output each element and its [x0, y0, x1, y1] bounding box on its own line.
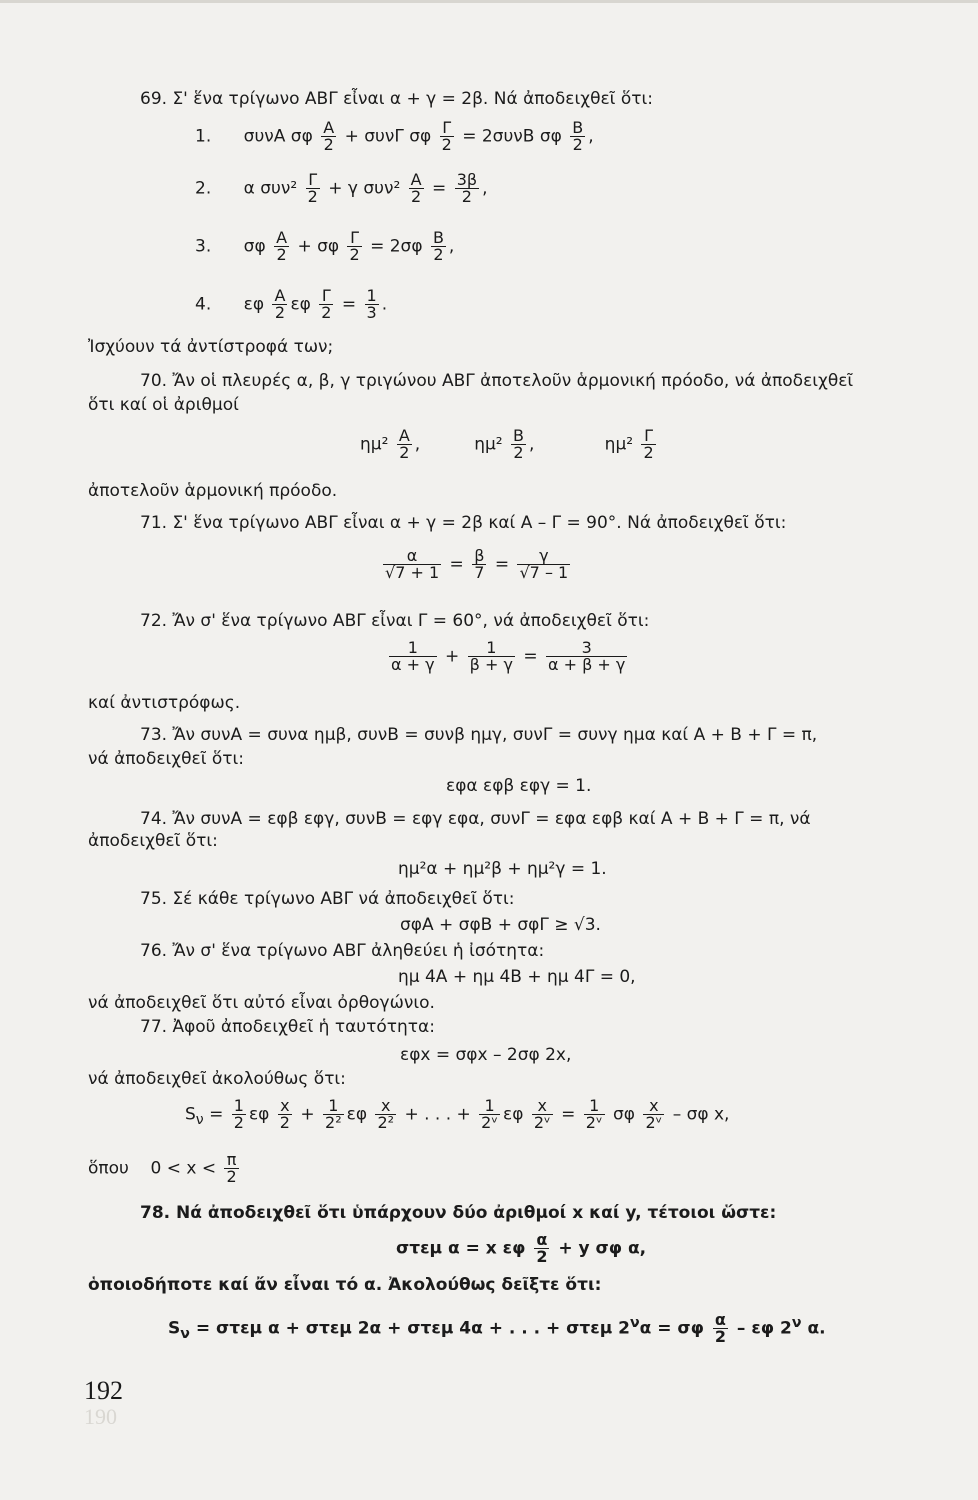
expr-part: = 2συνΒ σφ: [462, 126, 562, 147]
fraction-G-over-2: $\frac{\Gamma}{2}$: [441, 118, 452, 154]
problem-69-item-1: 1. συνΑ σφ $\frac{A}{2}$ + συνΓ σφ $\frac{\Gamma}{2}$ = 2συνΒ σφ $\frac{B}{2}$ ,: [195, 118, 594, 154]
fraction-B-over-2: $\frac{B}{2}$: [572, 118, 584, 154]
fraction-A-over-2: $\frac{A}{2}$: [410, 170, 422, 206]
fraction-A-over-2: $\frac{A}{2}$: [276, 228, 288, 264]
problem-77-statement: 77. Ἀφοῦ ἀποδειχθεῖ ἡ ταυτότητα:: [140, 1017, 435, 1037]
problem-75-equation: σφΑ + σφΒ + σφΓ ≥ √3.: [400, 915, 601, 935]
fraction-1-over-2-squared: $\frac{1}{\text{2²}}$: [325, 1096, 342, 1132]
problem-69-item-2: 2. α συν² $\frac{\Gamma}{2}$ + γ συν² $\frac{A}{2}$ = $\frac{3\beta}{2}$ ,: [195, 170, 488, 206]
problem-73-equation: εφα εφβ εφγ = 1.: [446, 776, 592, 796]
fraction-B-over-2: $\frac{B}{2}$: [513, 426, 525, 462]
problem-73-statement-cont: νά ἀποδειχθεῖ ὅτι:: [88, 749, 244, 769]
problem-78-equation: στεμ α = x εφ $\frac{\alpha}{2}$ + y σφ α,: [396, 1230, 647, 1266]
problem-77-domain: ὅπου 0 < x < $\frac{\pi}{2}$: [88, 1150, 237, 1186]
expr-part: συνΑ σφ: [243, 126, 313, 147]
problem-74-equation: ημ²α + ημ²β + ημ²γ = 1.: [398, 859, 607, 879]
fraction-x-over-2-to-v: $\frac{x}{\text{2ᵛ}}$: [645, 1096, 663, 1132]
fraction-1-over-3: $\frac{1}{3}$: [366, 286, 377, 322]
problem-72-converse: καί ἀντιστρόφως.: [88, 693, 241, 713]
item-number: 1.: [195, 126, 212, 147]
page-number: 192: [84, 1376, 123, 1405]
problem-70-statement: 70. Ἄν οἱ πλευρές α, β, γ τριγώνου ΑΒΓ ἀποτελοῦν ἁρμονική πρόοδο, νά ἀποδειχθεῖ: [140, 371, 854, 391]
fraction-1-over-2-to-v: $\frac{1}{\text{2ᵛ}}$: [585, 1096, 603, 1132]
problem-71-statement: 71. Σ' ἕνα τρίγωνο ΑΒΓ εἶναι α + γ = 2β καί Α – Γ = 90°. Νά ἀποδειχθεῖ ὅτι:: [140, 513, 787, 533]
fraction-A-over-2: $\frac{A}{2}$: [398, 426, 410, 462]
problem-70-equation: ημ² $\frac{A}{2}$ , ημ² $\frac{B}{2}$ , ημ² $\frac{\Gamma}{2}$: [360, 426, 654, 462]
problem-76-statement: 76. Ἄν σ' ἕνα τρίγωνο ΑΒΓ ἀληθεύει ἡ ἰσότητα:: [140, 941, 545, 961]
page-number-bleedthrough: 190: [84, 1404, 117, 1429]
fraction-3b-over-2: $\frac{3\beta}{2}$: [456, 170, 478, 206]
fraction-a-over-sqrt7-plus-1: $\frac{\alpha}{√7 + 1}$: [385, 546, 440, 582]
problem-70-statement-cont: ὅτι καί οἱ ἀριθμοί: [88, 395, 239, 415]
page-edge: [0, 0, 978, 3]
problem-69-statement: 69. Σ' ἕνα τρίγωνο ΑΒΓ εἶναι α + γ = 2β. Νά ἀποδειχθεῖ ὅτι:: [140, 89, 653, 109]
problem-74-statement: 74. Ἄν συνΑ = εφβ εφγ, συνΒ = εφγ εφα, συνΓ = εφα εφβ καί Α + Β + Γ = π, νά: [140, 809, 811, 829]
fraction-pi-over-2: $\frac{\pi}{2}$: [226, 1150, 237, 1186]
problem-76-equation: ημ 4Α + ημ 4Β + ημ 4Γ = 0,: [398, 967, 636, 987]
problem-77-sum: $S_\nu$ = $\frac{1}{2}$ εφ $\frac{x}{2}$ + $\frac{1}{\text{2²}}$ εφ $\frac{x}{\text{2²}}$ + . . . + $\frac{1}{\text{2ᵛ}}$ εφ $\frac{x}{\text{2ᵛ}}$ = $\frac{1}{\text{2ᵛ}}$ σφ $\frac{x}{\text{2ᵛ}}$ – σφ x,: [185, 1096, 730, 1132]
fraction-a-over-2: $\frac{\alpha}{2}$: [714, 1310, 726, 1347]
fraction-G-over-2: $\frac{\Gamma}{2}$: [321, 286, 332, 322]
problem-77-statement-cont: νά ἀποδειχθεῖ ἀκολούθως ὅτι:: [88, 1069, 346, 1089]
fraction-x-over-2-to-v: $\frac{x}{\text{2ᵛ}}$: [533, 1096, 551, 1132]
fraction-x-over-2-squared: $\frac{x}{\text{2²}}$: [377, 1096, 395, 1132]
fraction-3-over-sum: $\frac{3}{\alpha + \beta + \gamma}$: [547, 638, 626, 674]
expr-part: + συνΓ σφ: [344, 126, 432, 147]
problem-70-statement-end: ἀποτελοῦν ἁρμονική πρόοδο.: [88, 481, 338, 501]
fraction-1-over-2-to-v: $\frac{1}{\text{2ᵛ}}$: [481, 1096, 499, 1132]
fraction-a-over-2: $\frac{\alpha}{2}$: [536, 1230, 548, 1266]
fraction-B-over-2: $\frac{B}{2}$: [432, 228, 444, 264]
fraction-A-over-2: $\frac{A}{2}$: [323, 118, 335, 154]
fraction-b-over-7: $\frac{\beta}{7}$: [474, 546, 485, 582]
fraction-G-over-2: $\frac{\Gamma}{2}$: [643, 426, 654, 462]
problem-72-statement: 72. Ἄν σ' ἕνα τρίγωνο ΑΒΓ εἶναι Γ = 60°, νά ἀποδειχθεῖ ὅτι:: [140, 611, 650, 631]
problem-71-equation: $\frac{\alpha}{√7 + 1}$ = $\frac{\beta}{7}$ = $\frac{\gamma}{√7 - 1}$: [385, 546, 569, 582]
fraction-g-over-sqrt7-minus-1: $\frac{\gamma}{√7 - 1}$: [519, 546, 569, 582]
problem-76-conclusion: νά ἀποδειχθεῖ ὅτι αὐτό εἶναι ὀρθογώνιο.: [88, 993, 435, 1013]
fraction-1-over-b-plus-g: $\frac{1}{\beta + \gamma}$: [469, 638, 513, 674]
fraction-G-over-2: $\frac{\Gamma}{2}$: [349, 228, 360, 264]
problem-73-statement: 73. Ἄν συνΑ = συνα ημβ, συνΒ = συνβ ημγ, συνΓ = συνγ ημα καί Α + Β + Γ = π,: [140, 725, 818, 745]
fraction-G-over-2: $\frac{\Gamma}{2}$: [307, 170, 318, 206]
problem-77-identity: εφx = σφx – 2σφ 2x,: [400, 1045, 572, 1065]
problem-74-statement-cont: ἀποδειχθεῖ ὅτι:: [88, 831, 218, 851]
fraction-1-over-a-plus-g: $\frac{1}{\alpha + \gamma}$: [391, 638, 435, 674]
problem-69-item-3: 3. σφ $\frac{A}{2}$ + σφ $\frac{\Gamma}{2}$ = 2σφ $\frac{B}{2}$ ,: [195, 228, 455, 264]
problem-72-equation: $\frac{1}{\alpha + \gamma}$ + $\frac{1}{\beta + \gamma}$ = $\frac{3}{\alpha + \beta + \gamma}$: [391, 638, 626, 674]
problem-69-question: Ἰσχύουν τά ἀντίστροφά των;: [88, 337, 334, 357]
fraction-x-over-2: $\frac{x}{2}$: [279, 1096, 290, 1132]
problem-78-statement-cont: ὁποιοδήποτε καί ἄν εἶναι τό α. Ἀκολούθως δεῖξτε ὅτι:: [88, 1275, 602, 1295]
fraction-A-over-2: $\frac{A}{2}$: [274, 286, 286, 322]
problem-78-statement: 78. Νά ἀποδειχθεῖ ὅτι ὑπάρχουν δύο ἀριθμοί x καί y, τέτοιοι ὥστε:: [140, 1203, 777, 1223]
problem-75-statement: 75. Σέ κάθε τρίγωνο ΑΒΓ νά ἀποδειχθεῖ ὅτι:: [140, 889, 515, 909]
fraction-1-over-2: $\frac{1}{2}$: [233, 1096, 244, 1132]
problem-69-item-4: 4. εφ $\frac{A}{2}$ εφ $\frac{\Gamma}{2}$ = $\frac{1}{3}$ .: [195, 286, 388, 322]
problem-78-sum: $S_\nu = \sigma\tau\varepsilon\mu$ α + στεμ 2α + στεμ 4α + . . . + στεμ $2^\nu\alpha = \sigma\varphi$ $\frac{\alpha}{2}$ – εφ $2^\nu$ α.: [168, 1310, 826, 1347]
